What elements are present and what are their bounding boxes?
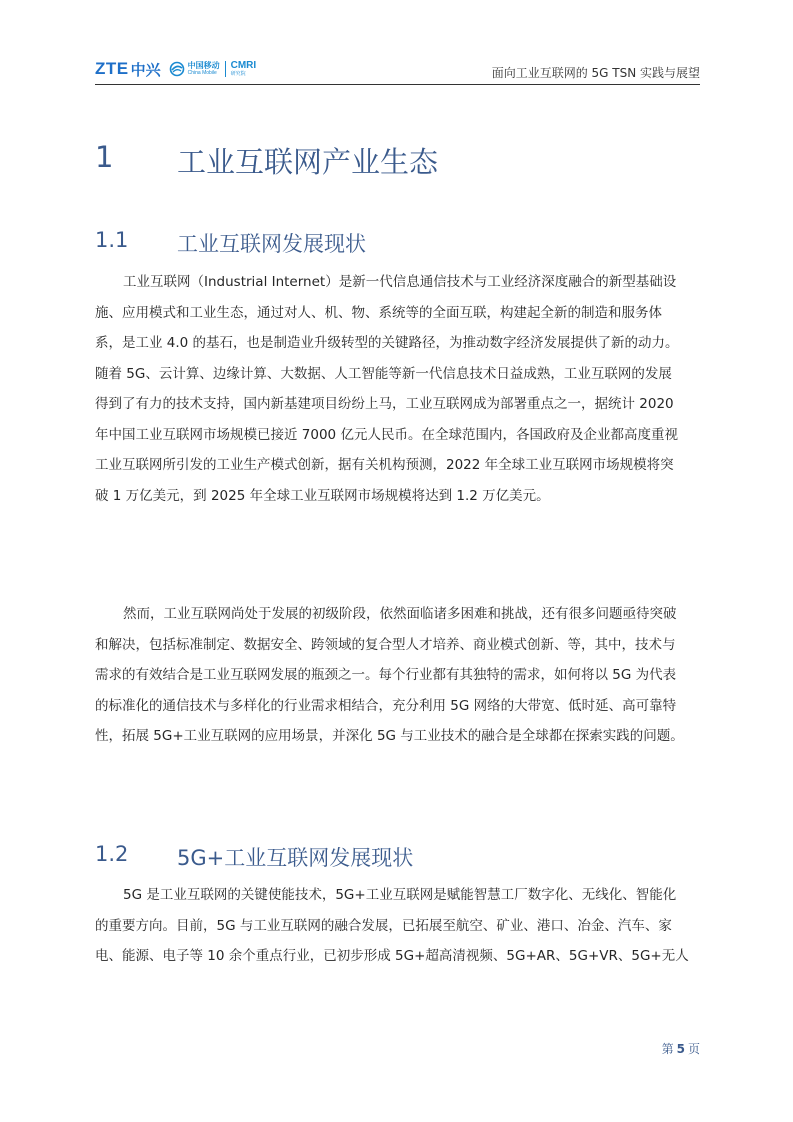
- section-number: 1.1: [95, 228, 129, 252]
- china-mobile-logo: [169, 61, 257, 77]
- section-heading-1-2: [95, 842, 413, 872]
- paragraph-line: 工业互联网（Industrial Internet）是新一代信息通信技术与工业经济深度融合的新型基础设: [123, 274, 677, 290]
- chapter-number: 1: [95, 140, 114, 174]
- paragraph-2: [95, 599, 700, 752]
- chapter-title: 工业互联网产业生态: [177, 145, 439, 179]
- paragraph-line: 然而，工业互联网尚处于发展的初级阶段，依然面临诸多困难和挑战，还有很多问题亟待突破: [123, 606, 677, 622]
- chapter-heading: [95, 140, 438, 181]
- section-title: 工业互联网发展现状: [177, 232, 366, 256]
- china-mobile-en-text: China Mobile: [187, 70, 217, 76]
- page-suffix: 页: [687, 1042, 700, 1056]
- section-title: 5G+工业互联网发展现状: [177, 846, 414, 870]
- zte-logo-text: ZTE: [95, 59, 129, 78]
- section-number: 1.2: [95, 842, 129, 866]
- paragraph-line: 随着 5G、云计算、边缘计算、大数据、人工智能等新一代信息技术日益成熟，工业互联网的发展: [95, 365, 672, 382]
- zte-logo-cn-text: 中兴: [130, 60, 161, 79]
- paragraph-line: 年中国工业互联网市场规模已接近 7000 亿元人民币。在全球范围内，各国政府及企业都高度重视: [95, 426, 678, 443]
- paragraph-1: [95, 267, 700, 511]
- document-title: 面向工业互联网的 5G TSN 实践与展望: [491, 66, 700, 80]
- paragraph-3: [95, 880, 700, 972]
- paragraph-line: 得到了有力的技术支持，国内新基建项目纷纷上马，工业互联网成为部署重点之一，据统计 2020: [95, 396, 674, 412]
- paragraph-line: 性，拓展 5G+工业互联网的应用场景，并深化 5G 与工业技术的融合是全球都在探索实践的问题。: [95, 728, 684, 744]
- paragraph-line: 电、能源、电子等 10 余个重点行业，已初步形成 5G+超高清视频、5G+AR、5G+VR、5G+无人: [95, 948, 689, 964]
- logo-divider: [225, 61, 226, 77]
- paragraph-line: 的重要方向。目前，5G 与工业互联网的融合发展，已拓展至航空、矿业、港口、冶金、汽车、家: [95, 917, 672, 934]
- paragraph-line: 工业互联网所引发的工业生产模式创新，据有关机构预测，2022 年全球工业互联网市场规模将突: [95, 457, 674, 473]
- paragraph-line: 5G 是工业互联网的关键使能技术，5G+工业互联网是赋能智慧工厂数字化、无线化、智能化: [123, 887, 677, 903]
- page-number-footer: [662, 1040, 700, 1057]
- cmri-cn-text: 研究院: [230, 71, 246, 77]
- paragraph-line: 需求的有效结合是工业互联网发展的瓶颈之一。每个行业都有其独特的需求，如何将以 5G 为代表: [95, 667, 677, 683]
- paragraph-line: 的标准化的通信技术与多样化的行业需求相结合，充分利用 5G 网络的大带宽、低时延、高可靠特: [95, 697, 677, 714]
- china-mobile-icon: [169, 61, 185, 77]
- page-header: [95, 56, 700, 85]
- china-mobile-cn-text: 中国移动: [187, 61, 220, 70]
- header-logo: [95, 58, 256, 80]
- page-prefix: 第: [661, 1042, 674, 1056]
- paragraph-line: 破 1 万亿美元，到 2025 年全球工业互联网市场规模将达到 1.2 万亿美元。: [95, 487, 550, 504]
- paragraph-line: 施、应用模式和工业生态，通过对人、机、物、系统等的全面互联，构建起全新的制造和服务体: [95, 304, 662, 321]
- section-heading-1-1: [95, 228, 366, 258]
- paragraph-line: 系，是工业 4.0 的基石，也是制造业升级转型的关键路径，为推动数字经济发展提供了新的动力。: [95, 335, 679, 351]
- cmri-logo-text: CMRI: [230, 60, 257, 71]
- paragraph-line: 和解决，包括标准制定、数据安全、跨领域的复合型人才培养、商业模式创新、等，其中，技术与: [95, 636, 676, 653]
- page-number: 5: [676, 1042, 685, 1056]
